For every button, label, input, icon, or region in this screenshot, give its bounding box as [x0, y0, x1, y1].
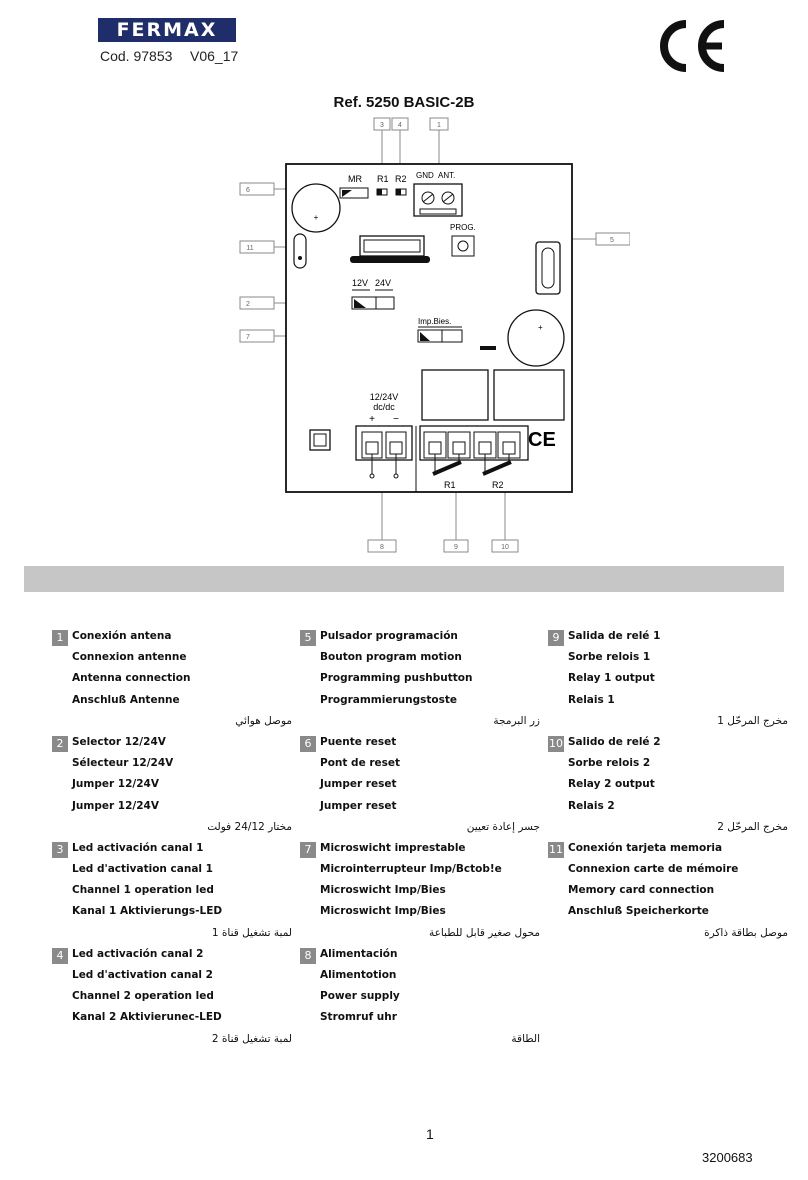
- battery-icon: [292, 184, 340, 232]
- legend-text: Puente reset: [320, 735, 397, 748]
- legend-text: Relay 1 output: [568, 672, 655, 685]
- prog-label: PROG.: [450, 223, 476, 232]
- legend-text: Sorbe relois 1: [568, 651, 651, 664]
- relay1-label: R1: [444, 480, 456, 490]
- callout-text: 11: [246, 245, 254, 252]
- callout-text: 7: [246, 334, 250, 341]
- legend-text: Jumper reset: [320, 778, 397, 791]
- r1-label: R1: [377, 174, 389, 184]
- legend-text: Led d'activation canal 2: [72, 969, 213, 981]
- legend-item: [52, 628, 292, 734]
- legend-item: [548, 840, 788, 946]
- callout-text: 9: [454, 544, 458, 551]
- ce-mark-icon: [656, 18, 728, 74]
- legend-text: Led activación canal 1: [72, 841, 204, 854]
- board-diagram: [230, 112, 630, 562]
- callout-text: 8: [380, 544, 384, 551]
- legend-arabic-text: موصل هوائي: [235, 714, 292, 727]
- document-number: 3200683: [702, 1150, 753, 1165]
- legend-arabic-text: زر البرمجة: [493, 714, 540, 727]
- relay-2-block: [494, 370, 564, 420]
- legend-item: [52, 840, 292, 946]
- legend-text: Relais 1: [568, 693, 615, 706]
- buzzer-plus-label: +: [538, 323, 543, 332]
- legend-number-badge: 9: [548, 630, 564, 646]
- legend-column-1: [52, 628, 292, 1052]
- minus-label: −: [393, 414, 399, 425]
- legend-text: Antenna connection: [72, 672, 191, 685]
- legend-item: [548, 628, 788, 734]
- legend-text: Alimentación: [320, 947, 398, 960]
- callout-11: [240, 241, 274, 253]
- gnd-label: GND: [416, 171, 434, 180]
- legend-item: [52, 734, 292, 840]
- legend-arabic-text: لمبة تشغيل قناة 2: [211, 1032, 292, 1045]
- legend-number-badge: 4: [52, 948, 68, 964]
- legend-text: Conexión antena: [72, 630, 172, 642]
- power-voltage-label: 12/24V: [369, 392, 399, 402]
- legend-text: Jumper 12/24V: [72, 799, 159, 812]
- legend-text: Programming pushbutton: [320, 672, 473, 685]
- legend-item: [300, 628, 540, 734]
- legend-number-badge: 8: [300, 948, 316, 964]
- legend-text: Channel 2 operation led: [72, 990, 214, 1003]
- legend-text: Memory card connection: [568, 884, 715, 897]
- product-reference-title: Ref. 5250 BASIC-2B: [333, 94, 475, 111]
- page-number: 1: [426, 1126, 434, 1142]
- legend-item: [52, 946, 292, 1052]
- legend-text: Alimentotion: [320, 969, 397, 981]
- legend-number-badge: 10: [549, 736, 563, 750]
- legend-text: Connexion carte de mémoire: [568, 863, 739, 876]
- legend-number-badge: 5: [300, 630, 316, 646]
- legend-arabic-text: مختار 24/12 فولت: [207, 820, 292, 833]
- callout-text: 6: [246, 187, 250, 194]
- legend-text: Jumper 12/24V: [72, 778, 159, 791]
- callout-text: 10: [501, 544, 509, 551]
- legend-text: Relay 2 output: [568, 778, 655, 791]
- legend-arabic-text: الطاقة: [511, 1032, 540, 1045]
- relay-1-block: [422, 370, 488, 420]
- legend-text: Microswicht Imp/Bies: [320, 905, 446, 918]
- legend-text: Sorbe relois 2: [568, 757, 651, 770]
- legend-arabic-text: جسر إعادة تعيين: [466, 820, 540, 833]
- legend-text: Led d'activation canal 1: [72, 863, 213, 876]
- legend-text: Stromruf uhr: [320, 1011, 397, 1024]
- brand-name: FERMAX: [116, 19, 218, 41]
- legend-text: Bouton program motion: [320, 651, 462, 664]
- legend-arabic-text: مخرج المرحّل 1: [717, 714, 788, 727]
- legend-text: Kanal 1 Aktivierungs-LED: [72, 905, 223, 918]
- legend-number-badge: 2: [52, 736, 68, 752]
- callout-text: 3: [380, 122, 384, 129]
- legend-text: Selector 12/24V: [72, 735, 166, 748]
- legend-text: Salido de relé 2: [568, 735, 661, 748]
- legend-arabic-text: مخرج المرحّل 2: [717, 820, 788, 833]
- legend-text: Programmierungstoste: [320, 693, 457, 706]
- legend-text: Salida de relé 1: [568, 630, 661, 642]
- legend-text: Pulsador programación: [320, 630, 458, 642]
- board-ce-label: CE: [528, 429, 556, 451]
- legend-text: Microswicht imprestable: [320, 841, 466, 854]
- legend-item: [300, 734, 540, 840]
- legend-text: Pont de reset: [320, 757, 401, 770]
- imp-bies-label: Imp.Bies.: [418, 317, 452, 326]
- legend-arabic-text: محول صغير قابل للطباعة: [428, 926, 540, 939]
- legend-arabic-text: موصل بطاقة ذاكرة: [704, 926, 788, 939]
- callout-text: 1: [437, 122, 441, 129]
- legend-text: Connexion antenne: [72, 651, 187, 664]
- legend-number-badge: 7: [300, 842, 316, 858]
- v24-label: 24V: [375, 278, 392, 288]
- legend-text: Microswicht Imp/Bies: [320, 884, 446, 897]
- legend-text: Power supply: [320, 990, 400, 1003]
- legend-number-badge: 6: [300, 736, 316, 752]
- section-divider-band: [24, 566, 784, 592]
- ant-label: ANT.: [438, 171, 456, 180]
- legend-text: Conexión tarjeta memoria: [568, 841, 723, 854]
- legend-item: [300, 946, 540, 1052]
- legend-number-badge: 11: [549, 842, 563, 856]
- legend-number-badge: 1: [52, 630, 68, 646]
- v12-label: 12V: [352, 278, 369, 288]
- plus-label: +: [369, 414, 375, 425]
- legend-item: [548, 734, 788, 840]
- legend-text: Jumper reset: [320, 799, 397, 812]
- mr-label: MR: [348, 174, 362, 184]
- legend-text: Anschluß Antenne: [72, 693, 180, 706]
- legend-text: Microinterrupteur Imp/Bctob!e: [320, 863, 502, 876]
- callout-text: 2: [246, 301, 250, 308]
- legend-text: Relais 2: [568, 799, 615, 812]
- legend-item: [300, 840, 540, 946]
- callout-text: 4: [398, 122, 402, 129]
- legend-text: Channel 1 operation led: [72, 884, 214, 897]
- battery-plus-label: +: [313, 213, 319, 222]
- callout-text: 5: [610, 237, 614, 244]
- legend-text: Anschluß Speicherkorte: [568, 905, 709, 918]
- legend-text: Sélecteur 12/24V: [72, 757, 174, 770]
- legend-column-2: [300, 628, 540, 1052]
- legend-column-3: [548, 628, 788, 946]
- legend-arabic-text: لمبة تشغيل قناة 1: [211, 926, 292, 939]
- buzzer-icon: [508, 310, 564, 366]
- r2-label: R2: [395, 174, 407, 184]
- legend-text: Kanal 2 Aktivierunec-LED: [72, 1011, 222, 1024]
- power-dc-label: dc/dc: [373, 402, 395, 412]
- relay2-label: R2: [492, 480, 504, 490]
- document-code: Cod. 97853: [100, 48, 173, 64]
- document-version: V06_17: [190, 48, 239, 64]
- legend-text: Led activación canal 2: [72, 947, 204, 960]
- legend-number-badge: 3: [52, 842, 68, 858]
- fermax-logo: [98, 18, 236, 42]
